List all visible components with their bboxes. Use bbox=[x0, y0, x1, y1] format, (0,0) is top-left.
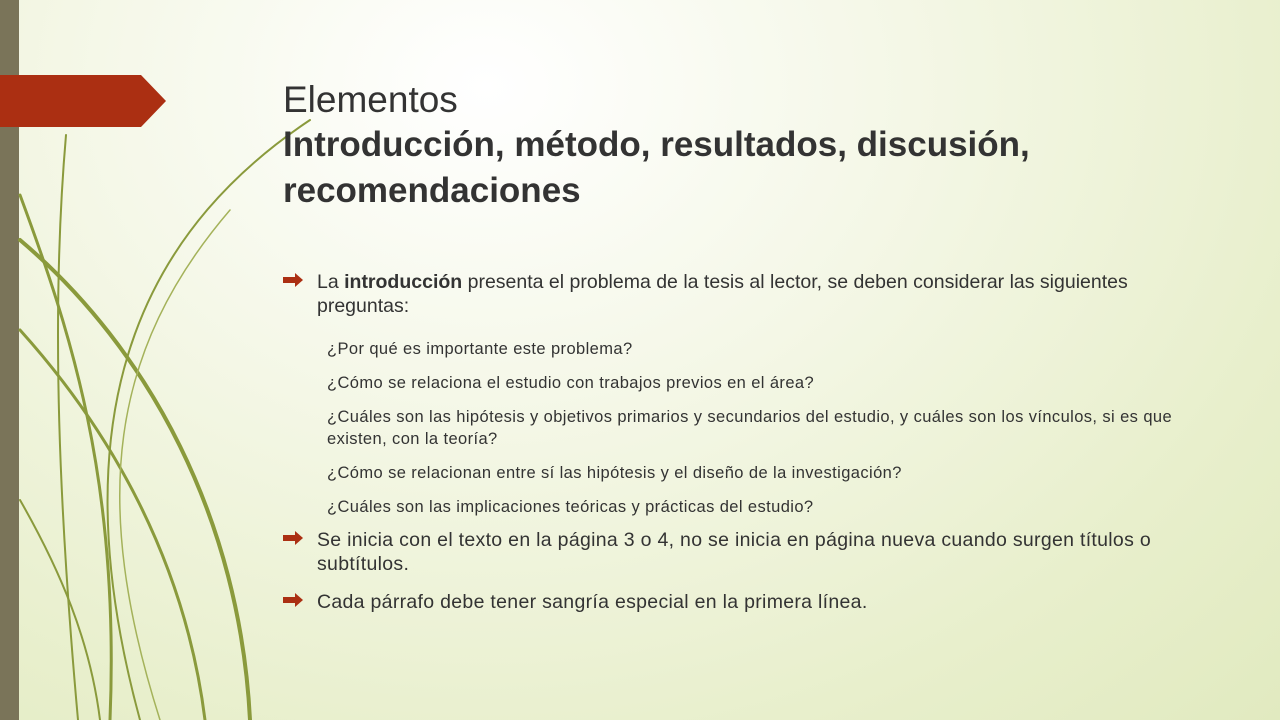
sub-question: ¿Cómo se relaciona el estudio con trabajos previos en el área? bbox=[327, 374, 815, 392]
bullet-text: Cada párrafo debe tener sangría especial en la primera línea. bbox=[317, 591, 868, 613]
bullet-emphasis: introducción bbox=[344, 271, 463, 293]
arrow-bullet-icon bbox=[283, 273, 303, 287]
arrow-bullet-icon bbox=[283, 593, 303, 607]
sub-question: ¿Cómo se relacionan entre sí las hipótesis y el diseño de la investigación? bbox=[327, 464, 902, 482]
title-accent-tab bbox=[0, 75, 166, 127]
slide-title bbox=[283, 78, 1243, 214]
bullet-inicio-texto bbox=[283, 528, 1223, 576]
bullet-sangria bbox=[283, 590, 1223, 614]
sub-question: ¿Por qué es importante este problema? bbox=[327, 340, 633, 358]
bullet-text: Se inicia con el texto en la página 3 o 4, no se inicia en página nueva cuando surgen títulos o subtítulos. bbox=[317, 529, 1151, 575]
slide-content bbox=[283, 270, 1223, 614]
title-line-1: Elementos bbox=[283, 79, 458, 120]
bullet-introduccion bbox=[283, 270, 1223, 318]
title-line-2: Introducción, método, resultados, discusión, recomendaciones bbox=[283, 125, 1030, 211]
arrow-bullet-icon bbox=[283, 531, 303, 545]
bullet-prefix: La bbox=[317, 271, 345, 293]
bullet-suffix: presenta el problema de la tesis al lector, se deben considerar las siguientes preguntas: bbox=[317, 271, 1128, 317]
sub-question: ¿Cuáles son las hipótesis y objetivos primarios y secundarios del estudio, y cuáles son los vínculos, si es que existen, con la teoría? bbox=[327, 408, 1173, 448]
sub-question: ¿Cuáles son las implicaciones teóricas y prácticas del estudio? bbox=[327, 498, 814, 516]
